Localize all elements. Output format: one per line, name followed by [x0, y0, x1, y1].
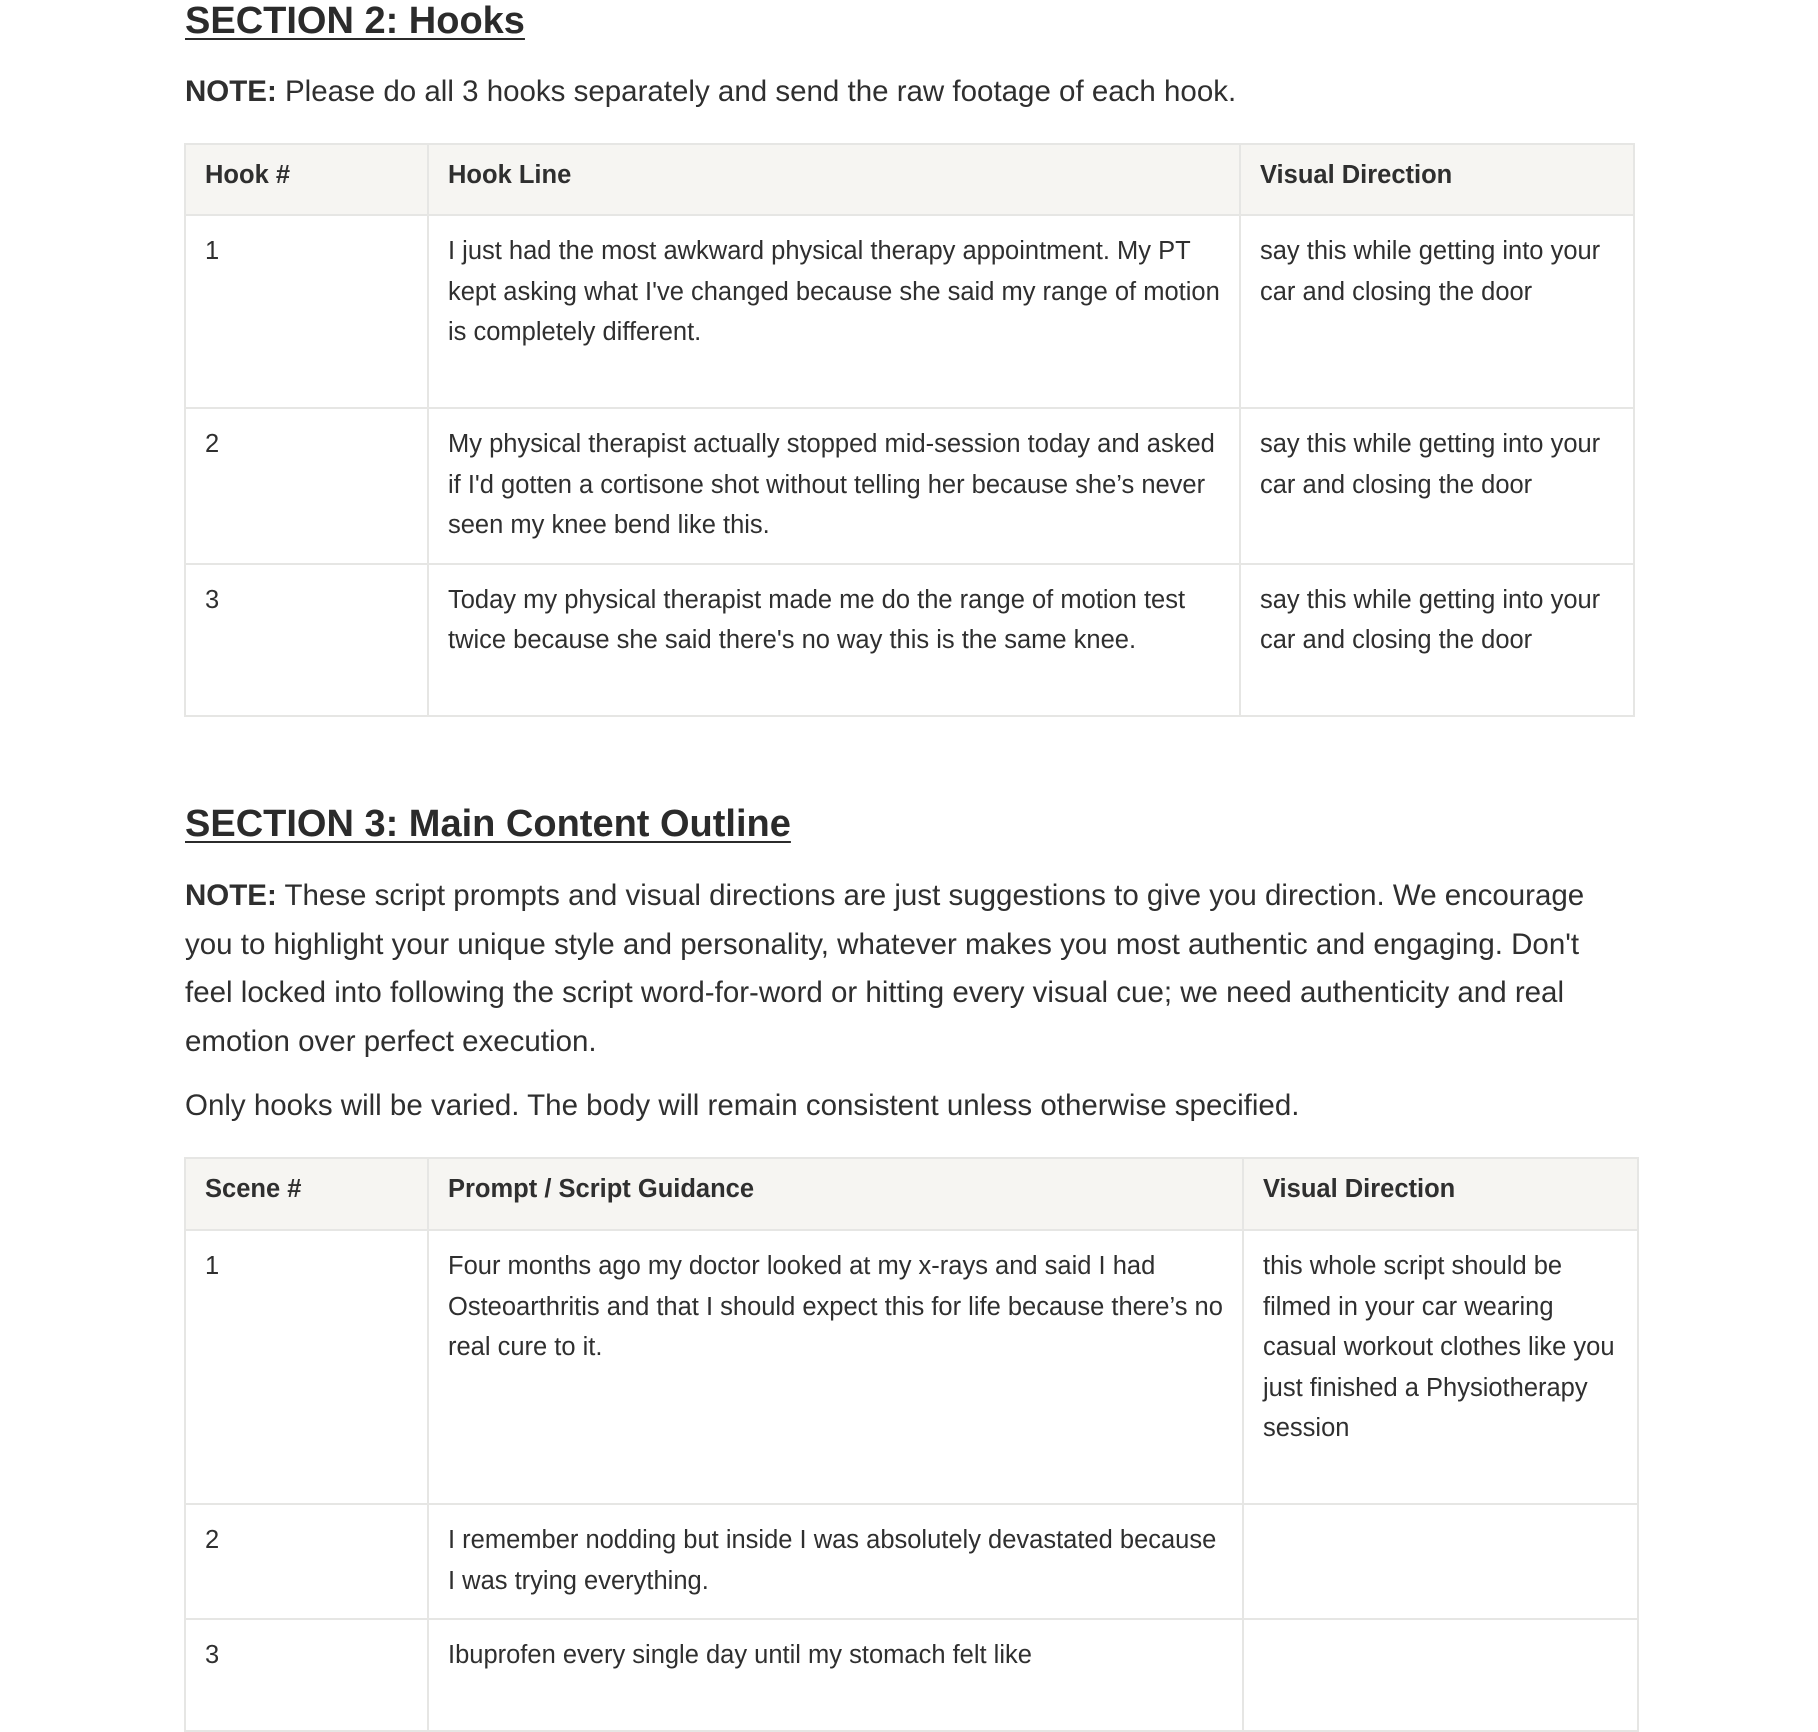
visual-direction: say this while getting into your car and closing the door [1240, 564, 1634, 716]
column-header: Scene # [185, 1158, 428, 1230]
hook-line: My physical therapist actually stopped mid-session today and asked if I'd gotten a cortisone shot without telling her because she’s never seen my knee bend like this. [428, 408, 1240, 564]
visual-direction [1243, 1504, 1638, 1619]
note-text: Please do all 3 hooks separately and send the raw footage of each hook. [276, 75, 1237, 108]
note-text: These script prompts and visual directions are just suggestions to give you direction. We encourage you to highlight your unique style and personality, whatever makes you most authentic and engaging. Don't feel locked into following the script word-for-word or hitting every visual cue; we need authenticity and real emotion over perfect execution. [185, 879, 1585, 1059]
table-header-row [185, 1158, 1638, 1230]
script-guidance: I remember nodding but inside I was absolutely devastated because I was trying everything. [428, 1504, 1243, 1619]
hook-line: I just had the most awkward physical therapy appointment. My PT kept asking what I've changed because she said my range of motion is completely different. [428, 215, 1240, 408]
hook-number: 1 [185, 215, 428, 408]
hook-number: 2 [185, 408, 428, 564]
hooks-table [184, 143, 1635, 717]
section-3-note [185, 872, 1625, 1067]
scene-number: 3 [185, 1619, 428, 1731]
column-header: Visual Direction [1243, 1158, 1638, 1230]
note-label: NOTE: [185, 879, 277, 912]
table-row [185, 408, 1634, 564]
scene-number: 2 [185, 1504, 428, 1619]
table-row [185, 215, 1634, 408]
visual-direction: say this while getting into your car and closing the door [1240, 215, 1634, 408]
section-3-heading: SECTION 3: Main Content Outline [185, 803, 791, 845]
visual-direction: this whole script should be filmed in your car wearing casual workout clothes like you just finished a Physiotherapy session [1243, 1230, 1638, 1504]
scene-number: 1 [185, 1230, 428, 1504]
table-row [185, 1230, 1638, 1504]
column-header: Prompt / Script Guidance [428, 1158, 1243, 1230]
column-header: Hook # [185, 144, 428, 215]
column-header: Hook Line [428, 144, 1240, 215]
script-guidance: Ibuprofen every single day until my stomach felt like [428, 1619, 1243, 1731]
section-2-heading: SECTION 2: Hooks [185, 0, 525, 42]
table-row [185, 1504, 1638, 1619]
column-header: Visual Direction [1240, 144, 1634, 215]
table-row [185, 564, 1634, 716]
script-guidance: Four months ago my doctor looked at my x-rays and said I had Osteoarthritis and that I should expect this for life because there’s no real cure to it. [428, 1230, 1243, 1504]
scenes-table [184, 1157, 1639, 1732]
note-label: NOTE: [185, 75, 277, 108]
section-2-note [185, 68, 1625, 117]
body-consistency-note: Only hooks will be varied. The body will remain consistent unless otherwise specified. [185, 1089, 1300, 1122]
table-header-row [185, 144, 1634, 215]
visual-direction: say this while getting into your car and closing the door [1240, 408, 1634, 564]
hook-number: 3 [185, 564, 428, 716]
hook-line: Today my physical therapist made me do the range of motion test twice because she said there's no way this is the same knee. [428, 564, 1240, 716]
